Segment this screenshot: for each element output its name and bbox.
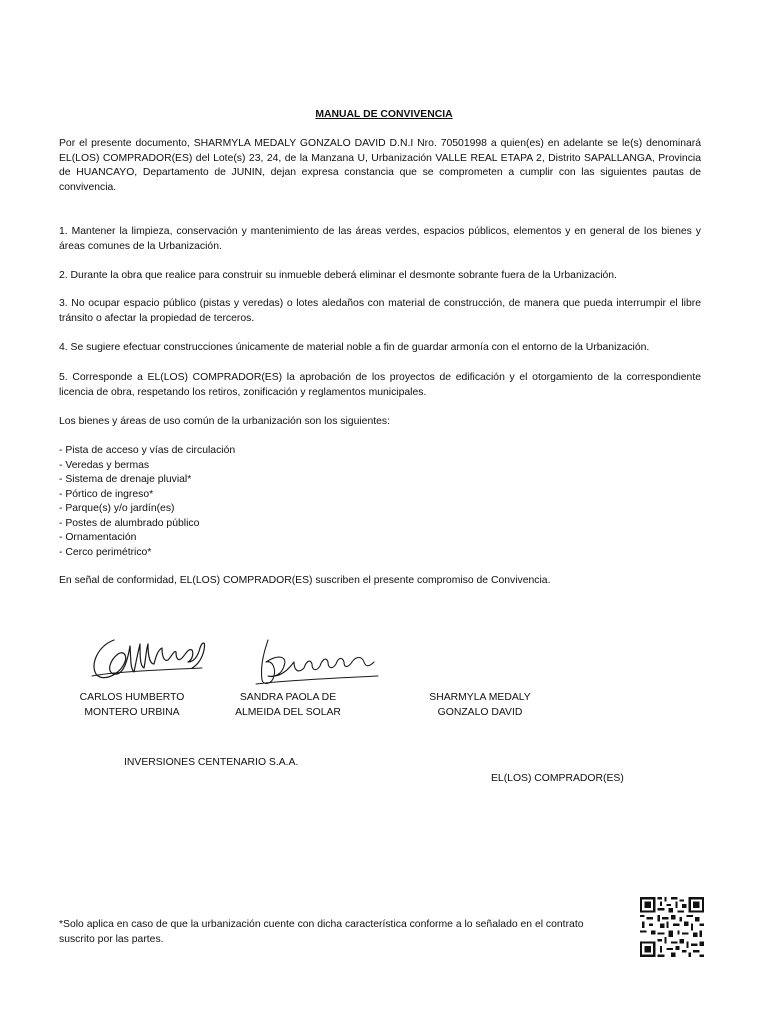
company-name: INVERSIONES CENTENARIO S.A.A. [124, 757, 299, 768]
list-item: - Postes de alumbrado público [59, 517, 200, 529]
list-item: - Pórtico de ingreso* [59, 488, 154, 500]
common-assets-list [59, 444, 235, 560]
signer-sharmyla-gonzalo [400, 691, 560, 720]
signer-name-line-1: SHARMYLA MEDALY [429, 692, 531, 703]
list-item: - Ornamentación [59, 532, 137, 543]
signer-sandra-de-almeida [208, 691, 368, 720]
conformity-statement: En señal de conformidad, EL(LOS) COMPRADOR(ES) suscriben el presente compromiso de Convivencia. [59, 575, 551, 586]
rule-item-1: 1. Mantener la limpieza, conservación y mantenimiento de las áreas verdes, espacios públicos, elementos y en general de los bienes y áreas comunes de la Urbanización. [59, 226, 701, 252]
rule-item-3: 3. No ocupar espacio público (pistas y veredas) o lotes aledaños con material de construcción, de manera que pueda interrumpir el libre tránsito o afectar la propiedad de terceros. [59, 298, 701, 324]
intro-paragraph: Por el presente documento, SHARMYLA MEDALY GONZALO DAVID D.N.I Nro. 70501998 a quien(es) en adelante se le(s) denominará EL(LOS) COMPRADOR(ES) del Lote(s) 23, 24, de la Manzana U, Urbanización VALLE REAL ETAPA 2, Distrito SAPALLANGA, Provincia de HUANCAYO, Departamento de JUNIN, dejan expresa constancia que se comprometen a cumplir con las siguientes pautas de convivencia. [59, 138, 701, 193]
handwritten-signature-icon [84, 628, 214, 686]
handwritten-signature-icon [238, 634, 388, 690]
rule-item-5: 5. Corresponde a EL(LOS) COMPRADOR(ES) la aprobación de los proyectos de edificación y el otorgamiento de la correspondiente licencia de obra, respetando los retiros, zonificación y reglamentos municipales. [59, 372, 701, 398]
list-item: - Parque(s) y/o jardín(es) [59, 503, 175, 514]
rule-item-4: 4. Se sugiere efectuar construcciones únicamente de material noble a fin de guardar armonía con el entorno de la Urbanización. [59, 342, 650, 353]
qr-code-icon [640, 897, 704, 957]
signer-name-line-2: GONZALO DAVID [437, 706, 523, 718]
signer-name-line-2: ALMEIDA DEL SOLAR [235, 706, 341, 718]
buyers-label: EL(LOS) COMPRADOR(ES) [491, 773, 624, 784]
signer-name-line-1: SANDRA PAOLA DE [239, 692, 337, 703]
common-assets-intro: Los bienes y áreas de uso común de la urbanización son los siguientes: [59, 416, 390, 427]
signer-name-line-2: MONTERO URBINA [84, 706, 180, 718]
document-title: MANUAL DE CONVIVENCIA [315, 109, 453, 120]
list-item: - Cerco perimétrico* [59, 546, 152, 558]
signer-carlos-montero [52, 691, 212, 720]
list-item: - Pista de acceso y vías de circulación [59, 445, 236, 456]
rule-item-2: 2. Durante la obra que realice para construir su inmueble deberá eliminar el desmonte sobrante fuera de la Urbanización. [59, 270, 617, 281]
footnote: *Solo aplica en caso de que la urbanización cuente con dicha característica conforme a lo señalado en el contrato suscrito por las partes. [59, 919, 584, 945]
list-item: - Veredas y bermas [59, 459, 150, 471]
list-item: - Sistema de drenaje pluvial* [59, 474, 192, 485]
signer-name-line-1: CARLOS HUMBERTO [79, 692, 185, 703]
